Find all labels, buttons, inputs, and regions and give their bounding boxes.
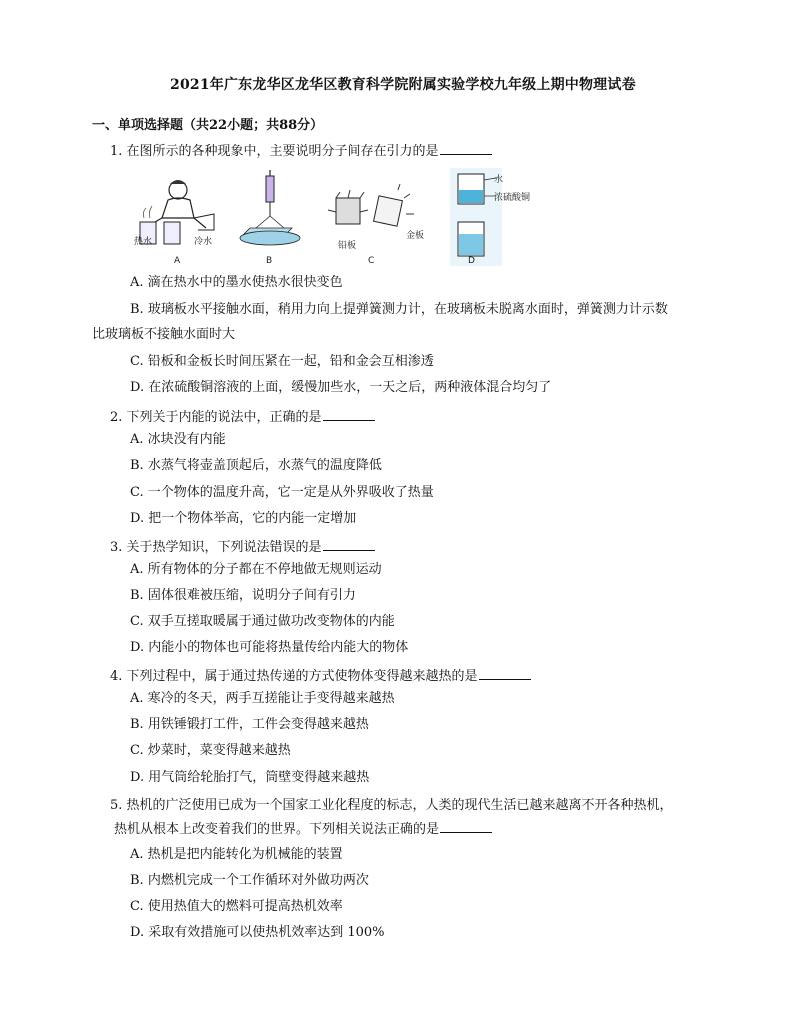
option-text: B. 用铁锤锻打工件，工件会变得越来越热 [130, 717, 369, 732]
option-text: B. 水蒸气将壶盖顶起后，水蒸气的温度降低 [130, 458, 382, 473]
question-text: 热机从根本上改变着我们的世界。下列相关说法正确的是 [114, 822, 440, 837]
option-text: D. 在浓硫酸铜溶液的上面，缓慢加些水，一天之后，两种液体混合均匀了 [130, 380, 552, 395]
option-text: A. 热机是把内能转化为机械能的装置 [130, 847, 343, 862]
option-text: A. 滴在热水中的墨水使热水很快变色 [130, 275, 343, 290]
option-continuation: 比玻璃板不接触水面时大 [92, 327, 236, 342]
answer-blank [440, 820, 492, 833]
option-text: B. 内燃机完成一个工作循环对外做功两次 [130, 873, 369, 888]
option-text: A. 所有物体的分子都在不停地做无规则运动 [130, 562, 382, 577]
option-text: C. 铅板和金板长时间压紧在一起，铅和金会互相渗透 [130, 354, 434, 369]
question-5-stem: 5. 热机的广泛使用已成为一个国家工业化程度的标志，人类的现代生活已越来越离不开各种热机， [110, 798, 673, 813]
option-text: C. 使用热值大的燃料可提高热机效率 [130, 899, 343, 914]
page-title: 2021年广东龙华区龙华区教育科学院附属实验学校九年级上期中物理试卷 [170, 77, 636, 93]
option-text: A. 寒冷的冬天，两手互搓能让手变得越来越热 [130, 691, 395, 706]
figures-illustration [128, 168, 548, 268]
question-4-stem [110, 667, 531, 686]
option-text: A. 冰块没有内能 [130, 432, 226, 447]
question-text: 1. 在图所示的各种现象中，主要说明分子间存在引力的是 [110, 144, 439, 159]
option-text: B. 固体很难被压缩，说明分子间有引力 [130, 588, 356, 603]
figure-c-icon [328, 184, 414, 226]
option-text: C. 炒菜时，菜变得越来越热 [130, 743, 291, 758]
question-text: 3. 关于热学知识，下列说法错误的是 [110, 540, 322, 555]
figure-b-icon [240, 170, 300, 245]
question-1-figures [128, 168, 548, 268]
question-5-stem-cont [114, 820, 492, 839]
answer-blank [323, 538, 375, 551]
section-heading: 一、单项选择题（共22小题；共88分） [92, 118, 324, 133]
label-copper-sulfate: 浓硫酸铜 [494, 193, 531, 203]
question-text: 2. 下列关于内能的说法中，正确的是 [110, 410, 322, 425]
answer-blank [479, 667, 531, 680]
option-text: D. 内能小的物体也可能将热量传给内能大的物体 [130, 640, 409, 655]
option-text: D. 用气筒给轮胎打气，筒壁变得越来越热 [130, 770, 370, 785]
label-lead: 铅板 [338, 241, 357, 251]
label-gold: 金板 [406, 231, 425, 241]
figure-c-label: C [368, 256, 375, 266]
figure-d-label: D [468, 256, 475, 266]
question-2-stem [110, 408, 375, 427]
option-text: C. 双手互搓取暖属于通过做功改变物体的内能 [130, 614, 395, 629]
label-water: 水 [494, 175, 504, 185]
label-cold-water: 冷水 [194, 237, 213, 247]
figure-a-label: A [174, 256, 181, 266]
answer-blank [440, 142, 492, 155]
option-text: D. 把一个物体举高，它的内能一定增加 [130, 511, 357, 526]
question-1-stem [110, 142, 492, 161]
label-hot-water: 热水 [134, 237, 153, 247]
option-text: C. 一个物体的温度升高，它一定是从外界吸收了热量 [130, 485, 434, 500]
answer-blank [323, 408, 375, 421]
question-text: 4. 下列过程中，属于通过热传递的方式使物体变得越来越热的是 [110, 669, 478, 684]
option-text: B. 玻璃板水平接触水面，稍用力向上提弹簧测力计，在玻璃板未脱离水面时，弹簧测力计示数 [130, 302, 668, 317]
figure-b-label: B [266, 256, 273, 266]
option-text: D. 采取有效措施可以使热机效率达到 100% [130, 925, 385, 940]
question-3-stem [110, 538, 375, 557]
